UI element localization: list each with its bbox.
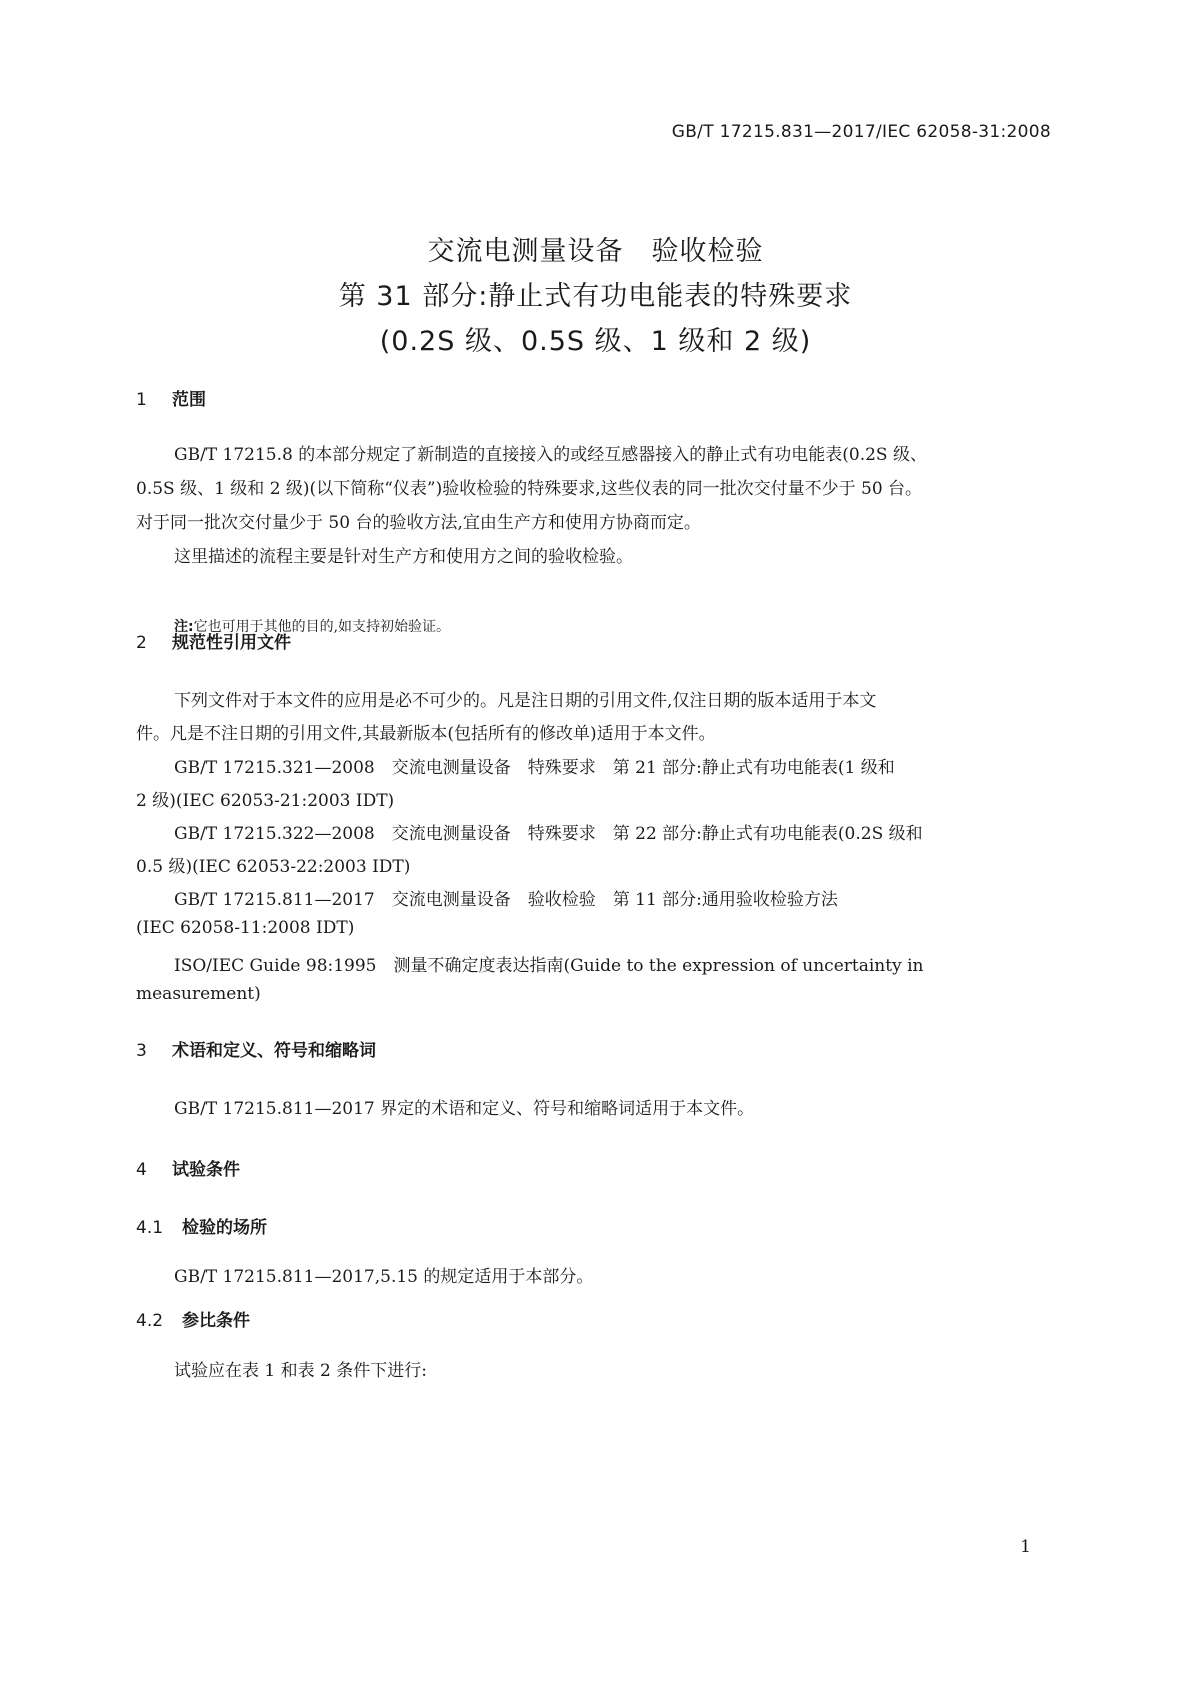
section-1-heading xyxy=(136,385,206,410)
section-title: 检验的场所 xyxy=(182,1218,267,1238)
section-number: 3 xyxy=(136,1041,147,1061)
reference-1-line-1: GB/T 17215.321—2008 交流电测量设备 特殊要求 第 21 部分:静止式有功电能表(1 级和 xyxy=(174,758,895,778)
s1-paragraph-2: 这里描述的流程主要是针对生产方和使用方之间的验收检验。 xyxy=(174,547,633,567)
section-3-heading xyxy=(136,1036,376,1061)
section-title: 试验条件 xyxy=(172,1160,240,1180)
reference-3-line-2: (IEC 62058-11:2008 IDT) xyxy=(136,918,355,938)
page-number: 1 xyxy=(1020,1537,1031,1557)
section-4-1-heading xyxy=(136,1213,267,1238)
section-number: 1 xyxy=(136,390,147,410)
note-label: 注: xyxy=(174,619,194,635)
section-title: 规范性引用文件 xyxy=(172,633,291,653)
section-number: 4 xyxy=(136,1160,147,1180)
s1-paragraph-line-1: GB/T 17215.8 的本部分规定了新制造的直接接入的或经互感器接入的静止式有功电能表(0.2S 级、 xyxy=(174,445,927,465)
reference-1-line-2: 2 级)(IEC 62053-21:2003 IDT) xyxy=(136,791,395,811)
reference-4-line-2: measurement) xyxy=(136,984,261,1004)
s2-paragraph-line-1: 下列文件对于本文件的应用是必不可少的。凡是注日期的引用文件,仅注日期的版本适用于本文 xyxy=(174,691,877,711)
reference-2-line-2: 0.5 级)(IEC 62053-22:2003 IDT) xyxy=(136,857,411,877)
standard-number: GB/T 17215.831—2017/IEC 62058-31:2008 xyxy=(671,122,1051,142)
section-title: 范围 xyxy=(172,390,206,410)
reference-3-line-1: GB/T 17215.811—2017 交流电测量设备 验收检验 第 11 部分:通用验收检验方法 xyxy=(174,890,838,910)
section-number: 4.1 xyxy=(136,1218,164,1238)
section-title: 术语和定义、符号和缩略词 xyxy=(172,1041,376,1061)
section-4-2-heading xyxy=(136,1306,250,1331)
title-line-2: 第 31 部分:静止式有功电能表的特殊要求 xyxy=(338,281,853,312)
reference-2-line-1: GB/T 17215.322—2008 交流电测量设备 特殊要求 第 22 部分:静止式有功电能表(0.2S 级和 xyxy=(174,824,923,844)
s2-paragraph-line-2: 件。凡是不注日期的引用文件,其最新版本(包括所有的修改单)适用于本文件。 xyxy=(136,724,716,744)
s3-paragraph: GB/T 17215.811—2017 界定的术语和定义、符号和缩略词适用于本文件。 xyxy=(174,1099,755,1119)
reference-4-line-1: ISO/IEC Guide 98:1995 测量不确定度表达指南(Guide to the expression of uncertainty in xyxy=(174,956,924,976)
s4-2-paragraph: 试验应在表 1 和表 2 条件下进行: xyxy=(174,1361,427,1381)
section-number: 4.2 xyxy=(136,1311,164,1331)
s4-1-paragraph: GB/T 17215.811—2017,5.15 的规定适用于本部分。 xyxy=(174,1267,594,1287)
section-title: 参比条件 xyxy=(182,1311,250,1331)
title-line-3: (0.2S 级、0.5S 级、1 级和 2 级) xyxy=(379,326,812,357)
section-2-heading xyxy=(136,628,291,653)
s1-paragraph-line-2: 0.5S 级、1 级和 2 级)(以下简称“仪表”)验收检验的特殊要求,这些仪表的同一批次交付量不少于 50 台。 xyxy=(136,479,923,499)
section-number: 2 xyxy=(136,633,147,653)
title-line-1: 交流电测量设备 验收检验 xyxy=(427,236,764,267)
note-text: 它也可用于其他的目的,如支持初始验证。 xyxy=(193,619,451,635)
s1-paragraph-line-3: 对于同一批次交付量少于 50 台的验收方法,宜由生产方和使用方协商而定。 xyxy=(136,513,701,533)
section-4-heading xyxy=(136,1155,240,1180)
